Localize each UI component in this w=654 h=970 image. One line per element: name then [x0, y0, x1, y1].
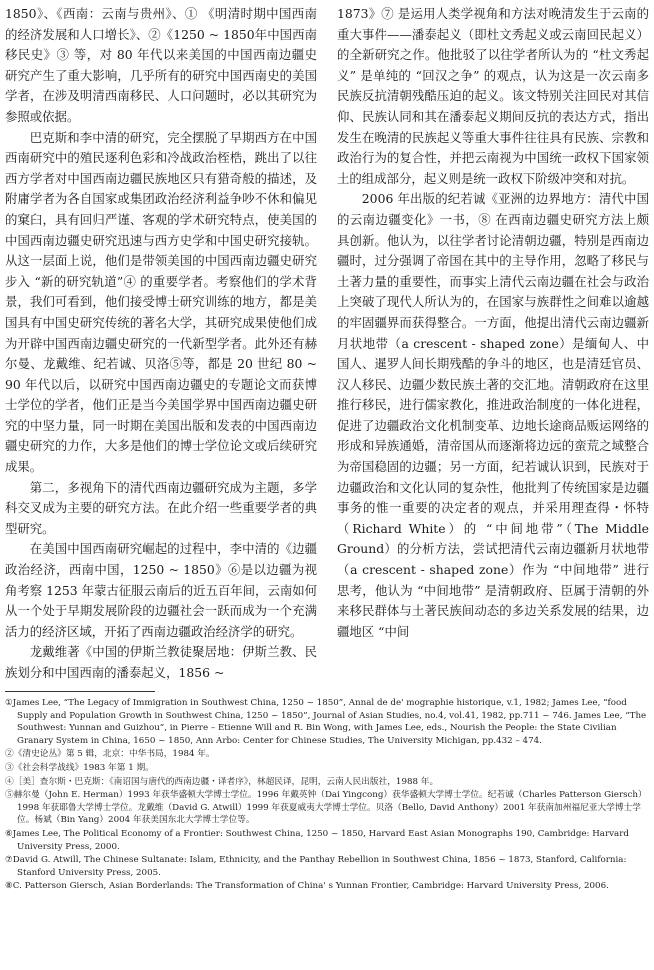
footnote: ⑥James Lee, The Political Economy of a Frontier: Southwest China, 1250 ~ 1850, Harvard East Asian Monographs 190, Cambridge: Harvard University Press, 2000. [5, 828, 629, 852]
footnote: ⑤赫尔曼（John E. Herman）1993 年获华盛顿大学博士学位。1996 年戴英钟（Dai Yingcong）获华盛顿大学博士学位。纪若诚（Charles Patterson Giersch）1998 年获耶鲁大学博士学位。龙戴维（David G. Atwill）1999 年获夏威夷大学博士学位。贝洛（Bello, David Anthony）2001 年获南加州福尼亚大学博士学位。杨斌（Bin Yang）2004 年获美国东北大学博士学位等。 [5, 790, 647, 826]
footnote: ②《清史论丛》第 5 辑，北京：中华书局，1984 年。 [5, 749, 215, 760]
paragraph: 第二，多视角下的清代西南边疆研究成为主题，多学科交叉成为主要的研究方法。在此介绍一些重要学者的典型研究。 [5, 479, 317, 536]
footnote: ④［美］查尔斯・巴克斯：《南诏国与唐代的西南边疆・译者序》，林超民译，昆明，云南人民出版社，1988 年。 [5, 776, 439, 787]
footnotes [5, 697, 649, 894]
paragraph: 巴克斯和李中清的研究，完全摆脱了早期西方在中国西南研究中的殖民逐利色彩和冷战政治桎梏，跳出了以往西方学者对中国西南边疆民族地区只有猎奇般的描述，及附庸学者为各自国家或集团政治经济利益争吵不休和偏见的窠臼，具有回归严谨、客观的学术研究特点，使美国的中国西南边疆史研究迅速与西方史学和中国史研究接轨。从这一层面上说，他们是带领美国的中国西南边疆史研究步入 “新的研究轨道”④ 的重要学者。考察他们的学术背景，我们可看到，他们接受博士研究训练的地方，都是美国具有中国史研究传统的著名大学，其研究成果使他们成为开辟中国西南边疆史研究的一代新型学者。此外还有赫尔曼、龙戴维、纪若诚、贝洛⑤等，都是 20 世纪 80 ~ 90 年代以后，以研究中国西南边疆史的专题论文而获博士学位的学者，他们正是当今美国学界中国西南边疆史研究的中坚力量，同一时期在美国出版和发表的中国西南边疆史研究的力作，大多是他们的博士学位论文或后续研究成果。 [5, 129, 317, 475]
footnote: ⑧C. Patterson Giersch, Asian Borderlands: The Transformation of China' s Yunnan Frontier, Cambridge: Harvard University Press, 2006. [5, 881, 609, 892]
paragraph: 在美国中国西南研究崛起的过程中，李中清的《边疆政治经济，西南中国，1250 ~ 1850》⑥是以边疆为视角考察 1253 年蒙古征服云南后的近五百年间，云南如何从一个处于早期发展阶段的边疆社会一跃而成为一个充满活力的经济区域，开拓了西南边疆政治经济学的研究。 [5, 541, 317, 639]
footnote: ①James Lee, “The Legacy of Immigration in Southwest China, 1250 ~ 1850”, Annal de de' mographie historique, v.1, 1982; James Lee, “food Supply and Population Growth in Southwest China, 1250 ~ 1850”, Journal of Asian Studies, no.4, vol.41, 1982, pp.711 ~ 746. James Lee, “The Southwest: Yunnan and Guizhou”, in Pierre – Etienne Will and R. Bin Wong, with James Lee, eds., Nourish the People: the State Civilian Granary System in China, 1650 ~ 1850, Ann Arbo: Center for Chinese Studies, The University Michigan, pp.432 – 474. [5, 698, 647, 746]
paragraph: 1850》、《西南：云南与贵州》、① 《明清时期中国西南的经济发展和人口增长》、②《1250 ~ 1850年中国西南移民史》③ 等，对 80 年代以来美国的中国西南边疆史研究产生了重大影响，几乎所有的研究中国西南史的美国学者，在涉及明清西南移民、人口问题时，必以其研究为参照或依据。 [5, 6, 317, 124]
right-column [337, 4, 649, 684]
footnote: ⑦David G. Atwill, The Chinese Sultanate: Islam, Ethnicity, and the Panthay Rebellion in Southwest China, 1856 ~ 1873, Stanford, California: Stanford University Press, 2005. [5, 855, 627, 878]
paragraph: 龙戴维著《中国的伊斯兰教徒聚居地：伊斯兰教、民族划分和中国西南的潘泰起义，1856 ~ [5, 644, 317, 680]
paragraph: 1873》⑦ 是运用人类学视角和方法对晚清发生于云南的重大事件——潘泰起义（即杜文秀起义或云南回民起义）的全新研究之作。他批驳了以往学者所认为的 “杜文秀起义” 是单纯的 “回汉之争” 的观点，认为这是一次云南多民族反抗清朝残酷压迫的起义。该文特别关注回民对其信仰、民族认同和其在潘泰起义期间反抗的表达方式，指出发生在晚清的民族起义等重大事件往往具有民族、宗教和政治行为的复合性，并把云南视为中国统一政权下国家领土的组成部分，起义则是统一政权下阶级冲突和对抗。 [337, 6, 649, 186]
footnote-divider [5, 691, 155, 692]
footnote: ③《社会科学战线》1983 年第 1 期。 [5, 762, 154, 773]
left-column [5, 4, 317, 684]
paragraph: 2006 年出版的纪若诚《亚洲的边界地方：清代中国的云南边疆变化》一书，⑧ 在西南边疆史研究方法上颇具创新。他认为，以往学者讨论清朝边疆，特别是西南边疆时，过分强调了帝国在其中的主导作用，忽略了移民与土著力量的重要性，而事实上清代云南边疆在社会与政治上突破了现代人所认为的，在国家与族群性之间难以逾越的牢固疆界而获得整合。一方面，他提出清代云南边疆新月状地带（a crescent - shaped zone）是缅甸人、中国人、暹罗人间长期残酷的争斗的地区，也是清廷官员、汉人移民、边疆少数民族土著的交汇地。清朝政府在这里推行移民，进行儒家教化，推进政治制度的一体化进程，促进了边疆政治文化机制变革、边地长途商品贩运网络的形成和异族通婚，清帝国从而逐渐将边远的蛮荒之域整合为帝国稳固的边疆；另一方面，纪若诚认识到，民族对于边疆政治和文化认同的复杂性，他批判了传统国家是边疆事务的惟一重要的决定者的观点，并采用理查得・怀特（Richard White）的 “中间地带”（The Middle Ground）的分析方法，尝试把清代云南边疆新月状地带（a crescent - shaped zone）作为 “中间地带” 进行思考，他认为 “中间地带” 是清朝政府、臣属于清朝的外来移民群体与土著民族间动态的多边关系发展的结果，边疆地区 “中间 [337, 191, 649, 639]
